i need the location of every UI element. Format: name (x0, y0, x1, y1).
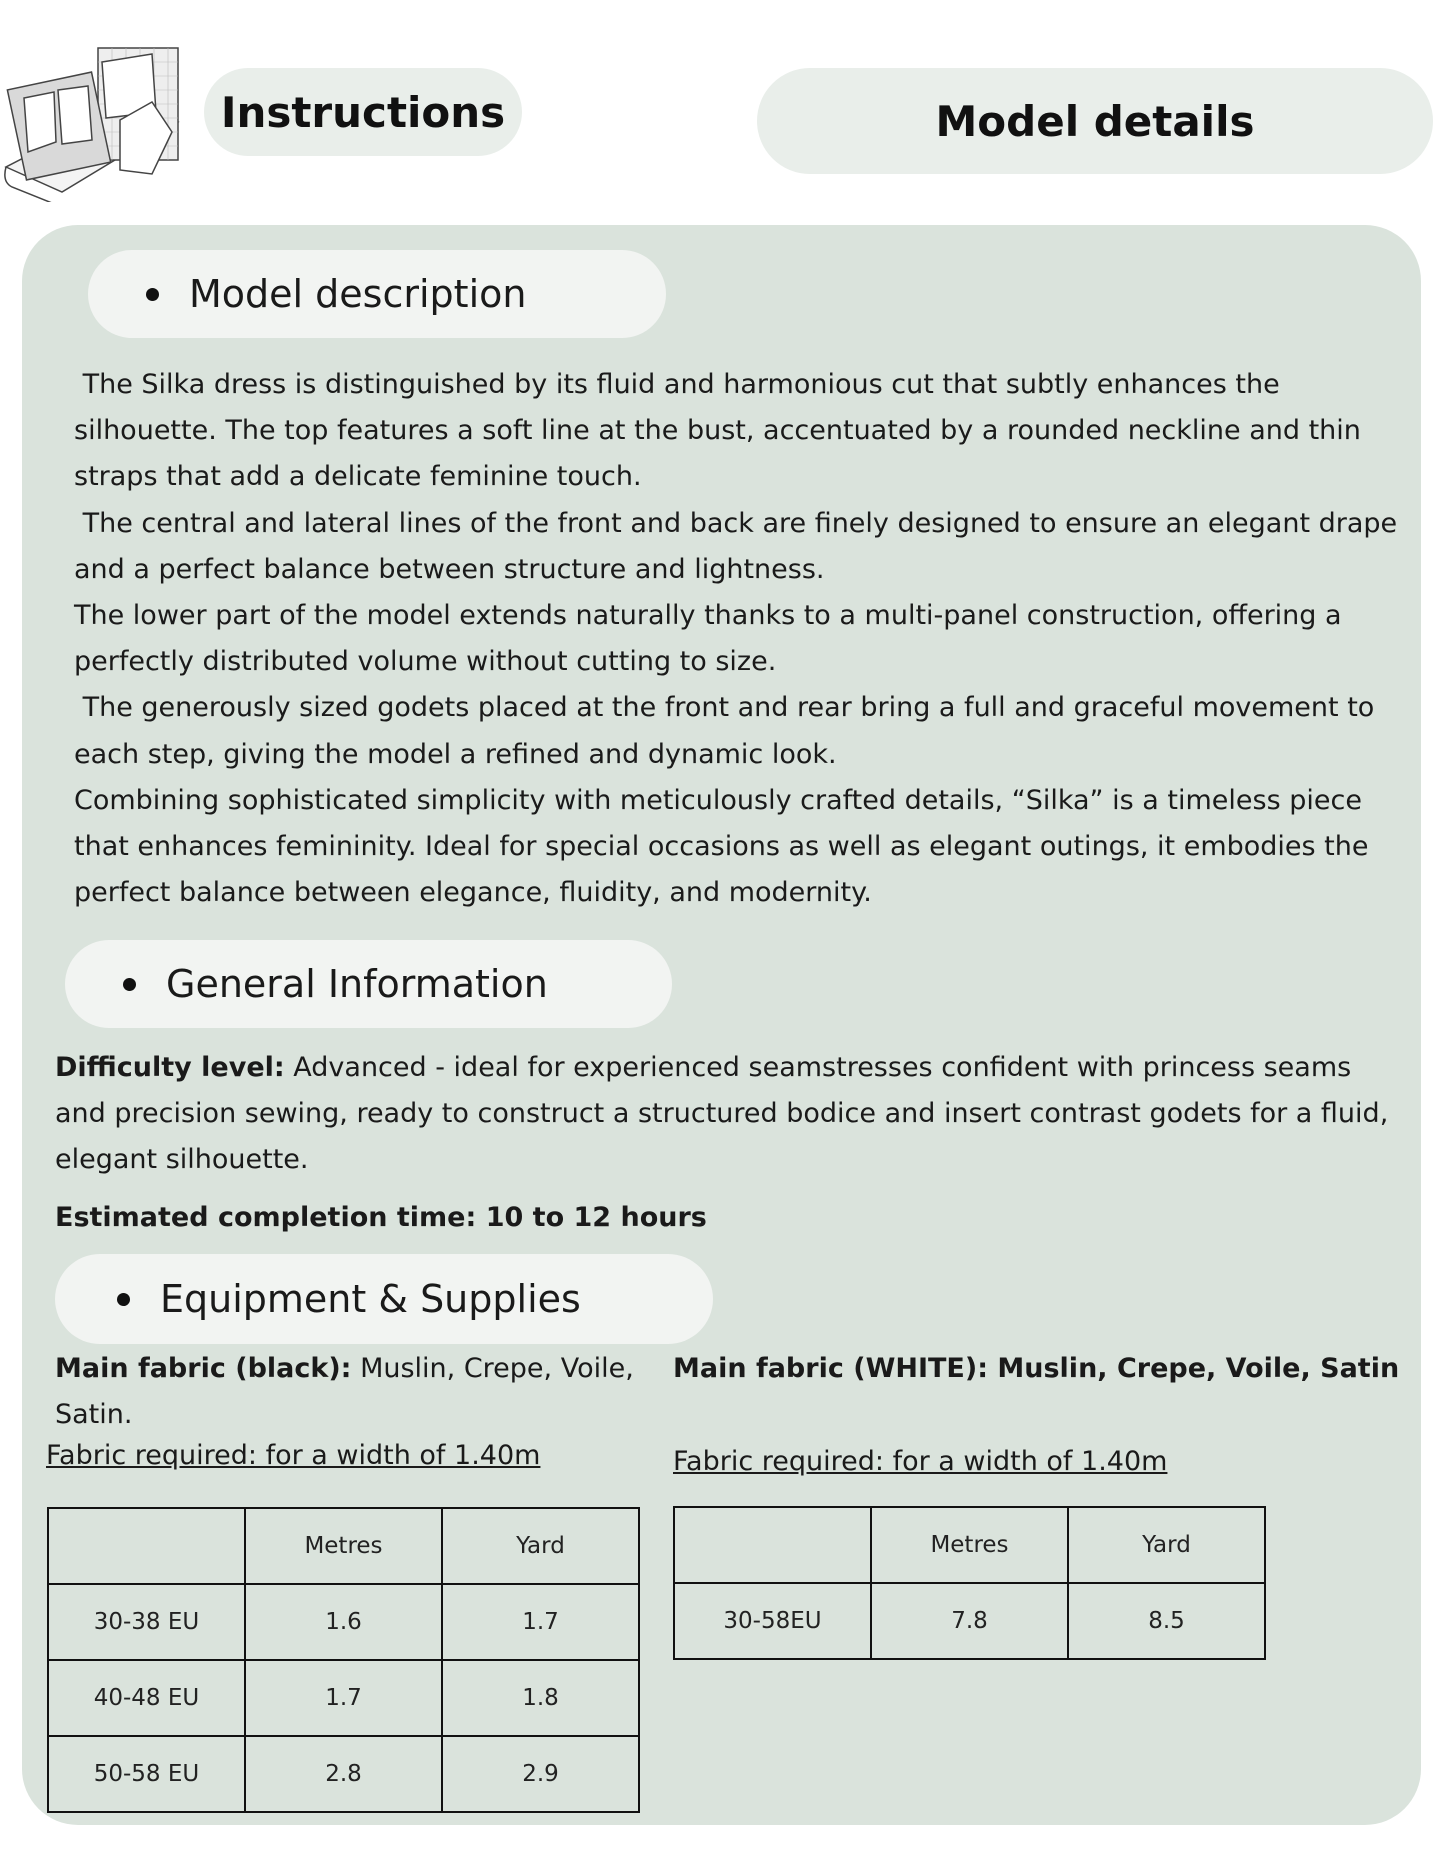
table-cell: 40-48 EU (48, 1660, 245, 1736)
table-cell: 30-38 EU (48, 1584, 245, 1660)
equipment-supplies-heading (55, 1254, 713, 1344)
main-fabric-black-label: Main fabric (black): (55, 1353, 352, 1384)
model-description-heading-label: Model description (189, 272, 527, 316)
table-header-row (48, 1508, 639, 1584)
table-header-row (674, 1507, 1265, 1583)
difficulty-text: Advanced - ideal for experienced seamstresses confident with princess seams and precision sewing, ready to construct a structured bodice and insert contrast godets for a fluid, elegant silhouette. (55, 1052, 1389, 1175)
fabric-table-white (673, 1506, 1266, 1660)
completion-time: Estimated completion time: 10 to 12 hours (55, 1202, 707, 1233)
table-cell: 50-58 EU (48, 1736, 245, 1812)
table-row (48, 1584, 639, 1660)
table-cell: 1.7 (245, 1660, 442, 1736)
model-details-tab-label: Model details (935, 96, 1255, 146)
bullet-icon (123, 978, 136, 991)
instructions-tab-label: Instructions (220, 87, 506, 137)
table-cell: 1.6 (245, 1584, 442, 1660)
table-cell: 1.7 (442, 1584, 639, 1660)
bullet-icon (146, 288, 159, 301)
table-cell: 1.8 (442, 1660, 639, 1736)
bullet-icon (117, 1293, 130, 1306)
fabric-table-black (47, 1507, 640, 1813)
fabric-required-black: Fabric required: for a width of 1.40m (46, 1440, 541, 1471)
table-header-cell (48, 1508, 245, 1584)
description-paragraph: The central and lateral lines of the front and back are finely designed to ensure an elegant drape and a perfect balance between structure and lightness. (74, 507, 1406, 585)
table-cell: 2.8 (245, 1736, 442, 1812)
table-header-cell: Yard (442, 1508, 639, 1584)
table-cell: 30-58EU (674, 1583, 871, 1659)
general-information-heading-label: General Information (166, 962, 548, 1006)
table-header-cell: Metres (871, 1507, 1068, 1583)
table-cell: 2.9 (442, 1736, 639, 1812)
main-fabric-black-text: Muslin, Crepe, Voile, Satin. (55, 1353, 634, 1430)
table-header-cell (674, 1507, 871, 1583)
model-description-text (74, 362, 1404, 916)
main-fabric-white: Main fabric (WHITE): Muslin, Crepe, Voile, Satin (673, 1353, 1400, 1384)
description-paragraph: The lower part of the model extends naturally thanks to a multi-panel construction, offering a perfectly distributed volume without cutting to size. (74, 600, 1351, 678)
table-header-cell: Yard (1068, 1507, 1265, 1583)
description-paragraph: Combining sophisticated simplicity with meticulously crafted details, “Silka” is a timeless piece that enhances femininity. Ideal for special occasions as well as elegant outings, it embodies the perfect balance between elegance, fluidity, and modernity. (74, 784, 1378, 909)
table-row (48, 1736, 639, 1812)
description-paragraph: The generously sized godets placed at the front and rear bring a full and graceful movement to each step, giving the model a refined and dynamic look. (74, 692, 1383, 770)
instructions-tab[interactable] (204, 68, 522, 156)
table-header-cell: Metres (245, 1508, 442, 1584)
equipment-supplies-heading-label: Equipment & Supplies (160, 1277, 581, 1321)
table-row (674, 1583, 1265, 1659)
model-description-heading (88, 250, 666, 338)
table-row (48, 1660, 639, 1736)
difficulty-level (55, 1045, 1395, 1183)
difficulty-label: Difficulty level: (55, 1052, 285, 1083)
fabric-required-white: Fabric required: for a width of 1.40m (673, 1446, 1168, 1477)
model-details-tab[interactable] (757, 68, 1433, 174)
description-paragraph: The Silka dress is distinguished by its fluid and harmonious cut that subtly enhances the silhouette. The top features a soft line at the bust, accentuated by a rounded neckline and thin straps that add a delicate feminine touch. (74, 369, 1370, 493)
table-cell: 8.5 (1068, 1583, 1265, 1659)
sewing-pattern-icon (2, 42, 182, 202)
general-information-heading (65, 940, 672, 1028)
main-fabric-black (55, 1346, 635, 1438)
table-cell: 7.8 (871, 1583, 1068, 1659)
